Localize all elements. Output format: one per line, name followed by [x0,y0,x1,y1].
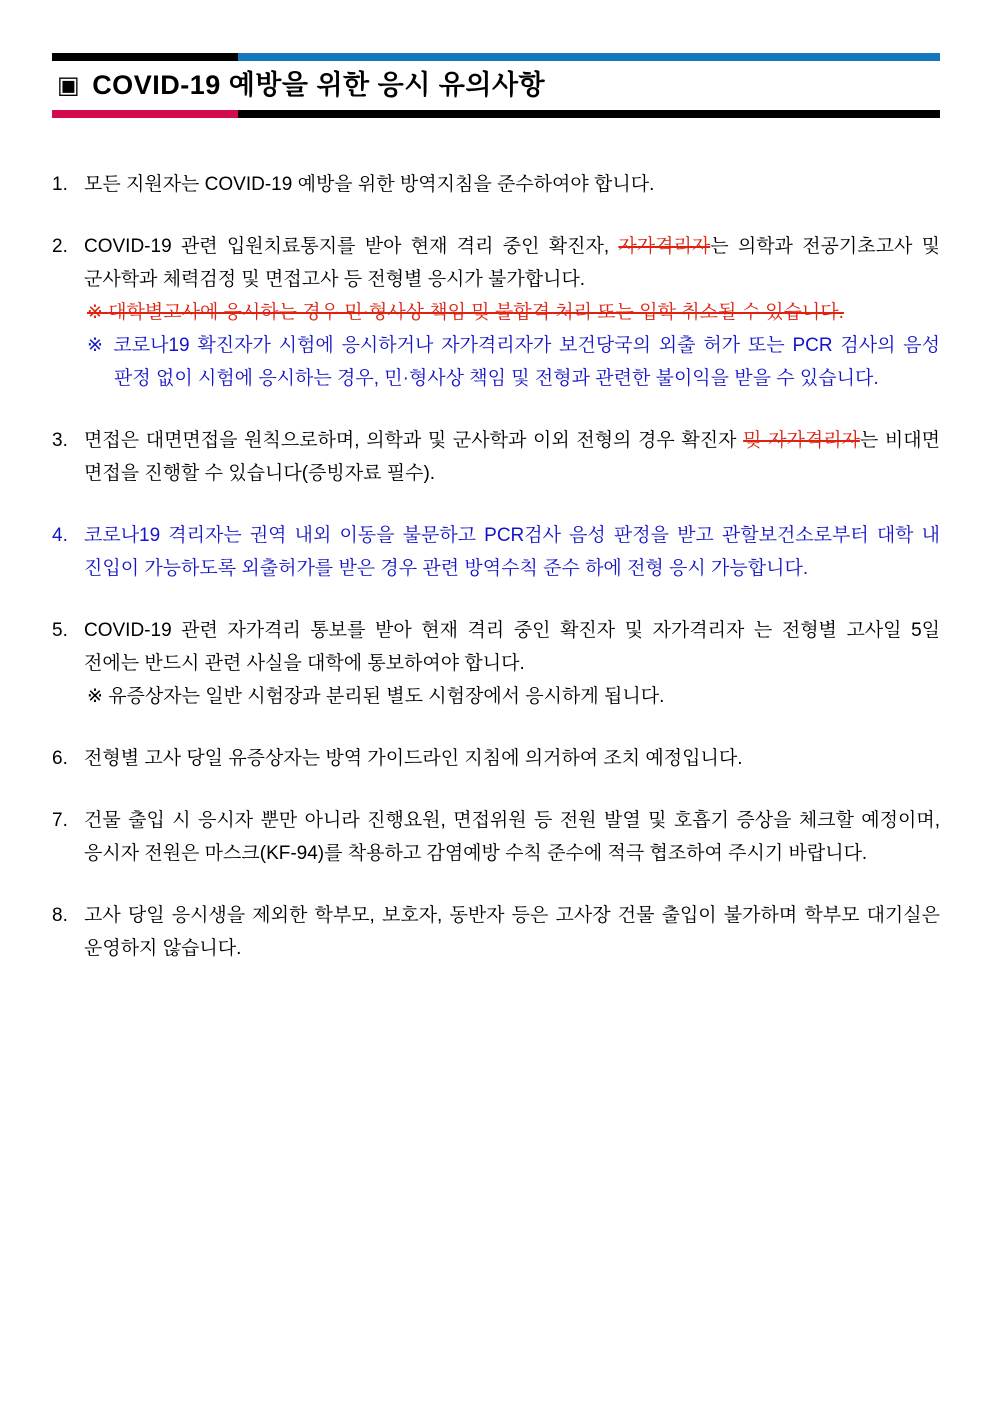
section-header [52,53,940,118]
header-top-bar-left-segment [52,53,238,61]
text-run: 는 비대면 면접을 진행할 수 있습니다(증빙자료 필수). [84,430,940,484]
item-text [52,742,940,775]
list-item [52,168,940,201]
section-marker-icon: ▣ [57,72,81,99]
text-run: 대학별고사에 응시하는 경우 민·형사상 책임 및 불합격 처리 또는 입학 취소될 수 있습니다. [108,302,844,323]
text-run: 유증상자는 일반 시험장과 분리된 별도 시험장에서 응시하게 됩니다. [108,686,665,707]
list-item [52,742,940,775]
note-marker-icon: ※ [87,686,103,707]
text-run: 및 자가격리자 [743,430,860,451]
page-title-text: COVID-19 예방을 위한 응시 유의사항 [92,70,546,100]
item-text [52,899,940,965]
list-item [52,899,940,965]
item-note [52,680,940,713]
header-top-bar [52,53,940,61]
item-text [52,168,940,201]
text-run: 자가격리자 [618,236,711,257]
text-run: 코로나19 격리자는 권역 내외 이동을 불문하고 PCR검사 음성 판정을 받고 관할보건소로부터 대학 내 진입이 가능하도록 외출허가를 받은 경우 관련 방역수칙 준수 하에 전형 응시 가능합니다. [84,525,940,579]
list-item [52,614,940,713]
text-run: 코로나19 확진자가 시험에 응시하거나 자가격리자가 보건당국의 외출 허가 또는 PCR 검사의 음성 판정 없이 시험에 응시하는 경우, 민·형사상 책임 및 전형과 관련한 불이익을 받을 수 있습니다. [113,335,941,389]
header-bottom-bar-right-segment [238,110,940,118]
text-run: 고사 당일 응시생을 제외한 학부모, 보호자, 동반자 등은 고사장 건물 출입이 불가하며 학부모 대기실은 운영하지 않습니다. [84,905,940,959]
text-run: COVID-19 관련 입원치료통지를 받아 현재 격리 중인 확진자, [84,236,619,257]
page-title [52,61,940,110]
item-note [52,329,940,395]
header-bottom-bar [52,110,940,118]
item-number: 1. [52,174,68,195]
item-text [52,230,940,296]
list-item [52,519,940,585]
item-text [52,424,940,490]
text-run: 전형별 고사 당일 유증상자는 방역 가이드라인 지침에 의거하여 조치 예정입니다. [84,748,743,769]
item-text [52,804,940,870]
text-run: 건물 출입 시 응시자 뿐만 아니라 진행요원, 면접위원 등 전원 발열 및 호흡기 증상을 체크할 예정이며, 응시자 전원은 마스크(KF-94)를 착용하고 감염예방 수칙 준수에 적극 협조하여 주시기 바랍니다. [84,810,940,864]
item-text [52,614,940,680]
item-number: 8. [52,905,68,926]
text-run: 는 의학과 전공기초고사 및 군사학과 체력검정 및 면접고사 등 전형별 응시가 불가합니다. [84,236,940,290]
note-marker-icon: ※ [87,302,103,323]
list-item [52,804,940,870]
list-item [52,230,940,395]
header-bottom-bar-left-segment [52,110,238,118]
item-number: 3. [52,430,68,451]
header-top-bar-right-segment [238,53,940,61]
item-number: 7. [52,810,68,831]
item-number: 2. [52,236,68,257]
text-run: 모든 지원자는 COVID-19 예방을 위한 방역지침을 준수하여야 합니다. [84,174,655,195]
note-marker-icon: ※ [87,335,106,356]
item-number: 5. [52,620,68,641]
list-item [52,424,940,490]
item-number: 4. [52,525,68,546]
item-note [52,296,940,329]
item-text [52,519,940,585]
text-run: 면접은 대면면접을 원칙으로하며, 의학과 및 군사학과 이외 전형의 경우 확진자 [84,430,744,451]
item-number: 6. [52,748,68,769]
notice-list [52,168,940,965]
text-run: COVID-19 관련 자가격리 통보를 받아 현재 격리 중인 확진자 및 자가격리자 는 전형별 고사일 5일 전에는 반드시 관련 사실을 대학에 통보하여야 합니다. [84,620,940,674]
